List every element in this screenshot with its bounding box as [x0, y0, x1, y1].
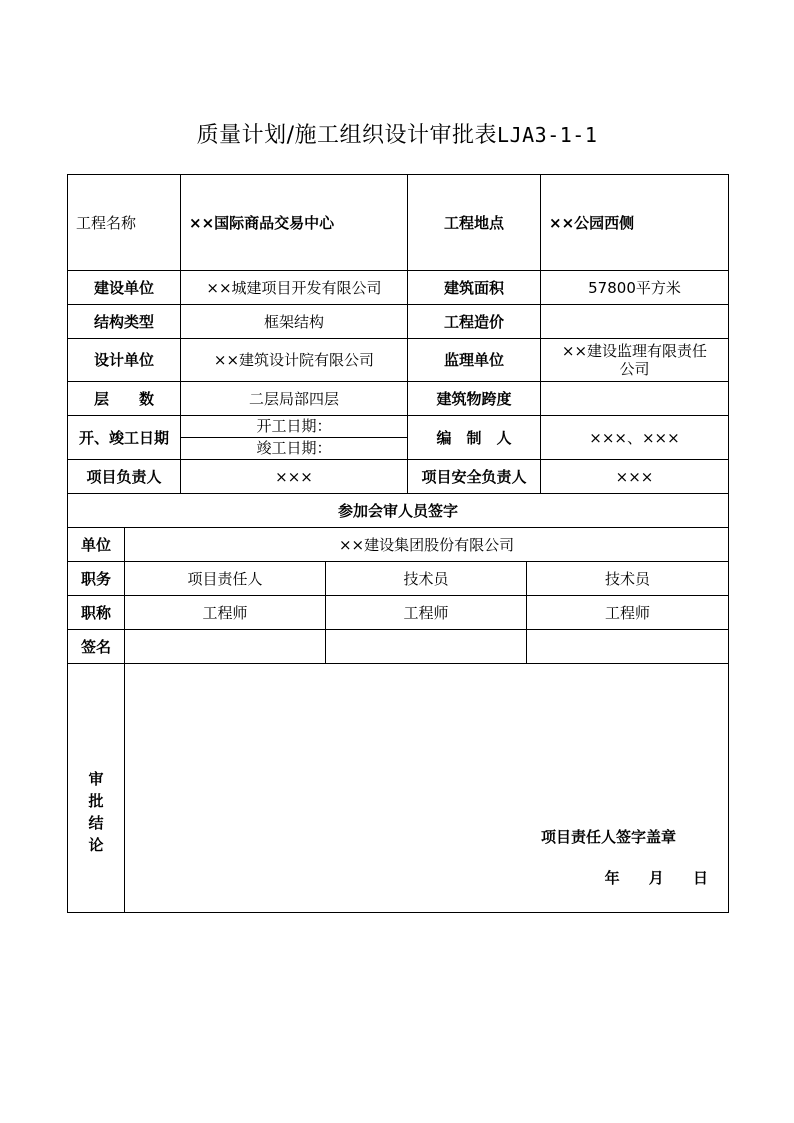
pm-label: 项目负责人	[68, 460, 181, 494]
row-dates	[68, 416, 729, 460]
position-label: 职务	[68, 562, 125, 596]
project-name-label: 工程名称	[68, 175, 181, 271]
review-table	[67, 493, 729, 913]
rank-value-2: 工程师	[326, 596, 527, 630]
dates-value	[181, 416, 408, 460]
unit-label: 单位	[68, 528, 125, 562]
safety-label: 项目安全负责人	[408, 460, 541, 494]
designer-label: 设计单位	[68, 339, 181, 382]
pm-value: ×××	[181, 460, 408, 494]
project-name-value: ××国际商品交易中心	[181, 175, 408, 271]
row-position	[68, 562, 729, 596]
unit-value: ××建设集团股份有限公司	[125, 528, 729, 562]
position-value-3: 技术员	[527, 562, 729, 596]
area-label: 建筑面积	[408, 271, 541, 305]
sign-cell-3	[527, 630, 729, 664]
page-title	[0, 118, 794, 149]
developer-label: 建设单位	[68, 271, 181, 305]
floors-label: 层 数	[68, 382, 181, 416]
row-sign	[68, 630, 729, 664]
project-location-label: 工程地点	[408, 175, 541, 271]
safety-value: ×××	[541, 460, 729, 494]
row-project	[68, 175, 729, 271]
dates-label: 开、竣工日期	[68, 416, 181, 460]
form-code: LJA3-1-1	[497, 123, 598, 147]
cost-label: 工程造价	[408, 305, 541, 339]
row-managers	[68, 460, 729, 494]
sign-cell-2	[326, 630, 527, 664]
rank-value-1: 工程师	[125, 596, 326, 630]
span-label: 建筑物跨度	[408, 382, 541, 416]
conclusion-char-2: 批	[88, 792, 104, 810]
supervisor-line-2: 公司	[619, 360, 650, 378]
conclusion-char-4: 论	[88, 836, 104, 854]
rank-value-3: 工程师	[527, 596, 729, 630]
conclusion-content	[125, 664, 729, 913]
conclusion-char-1: 审	[88, 770, 104, 788]
rank-label: 职称	[68, 596, 125, 630]
review-section-title: 参加会审人员签字	[68, 494, 729, 528]
end-date: 竣工日期：	[256, 439, 332, 457]
supervisor-label: 监理单位	[408, 339, 541, 382]
conclusion-label	[68, 664, 125, 913]
info-table	[67, 174, 729, 494]
position-value-2: 技术员	[326, 562, 527, 596]
sign-label: 签名	[68, 630, 125, 664]
author-value: ×××、×××	[541, 416, 729, 460]
row-designer	[68, 339, 729, 382]
row-rank	[68, 596, 729, 630]
span-value	[541, 382, 729, 416]
supervisor-line-1: ××建设监理有限责任	[561, 342, 708, 360]
designer-value: ××建筑设计院有限公司	[181, 339, 408, 382]
cost-value	[541, 305, 729, 339]
row-floors	[68, 382, 729, 416]
sign-cell-1	[125, 630, 326, 664]
row-structure	[68, 305, 729, 339]
title-main: 质量计划/施工组织设计审批表	[196, 123, 498, 148]
row-unit	[68, 528, 729, 562]
signature-label: 项目责任人签字盖章	[541, 828, 677, 846]
row-conclusion	[68, 664, 729, 913]
conclusion-char-3: 结	[88, 814, 104, 832]
signature-date: 年 月 日	[604, 869, 709, 887]
project-location-value: ××公园西侧	[541, 175, 729, 271]
floors-value: 二层局部四层	[181, 382, 408, 416]
row-developer	[68, 271, 729, 305]
developer-value: ××城建项目开发有限公司	[181, 271, 408, 305]
position-value-1: 项目责任人	[125, 562, 326, 596]
start-date: 开工日期：	[181, 416, 408, 438]
supervisor-value	[541, 339, 729, 382]
structure-label: 结构类型	[68, 305, 181, 339]
structure-value: 框架结构	[181, 305, 408, 339]
area-value: 57800平方米	[541, 271, 729, 305]
approval-form	[67, 174, 728, 912]
row-review-title	[68, 494, 729, 528]
author-label: 编 制 人	[408, 416, 541, 460]
